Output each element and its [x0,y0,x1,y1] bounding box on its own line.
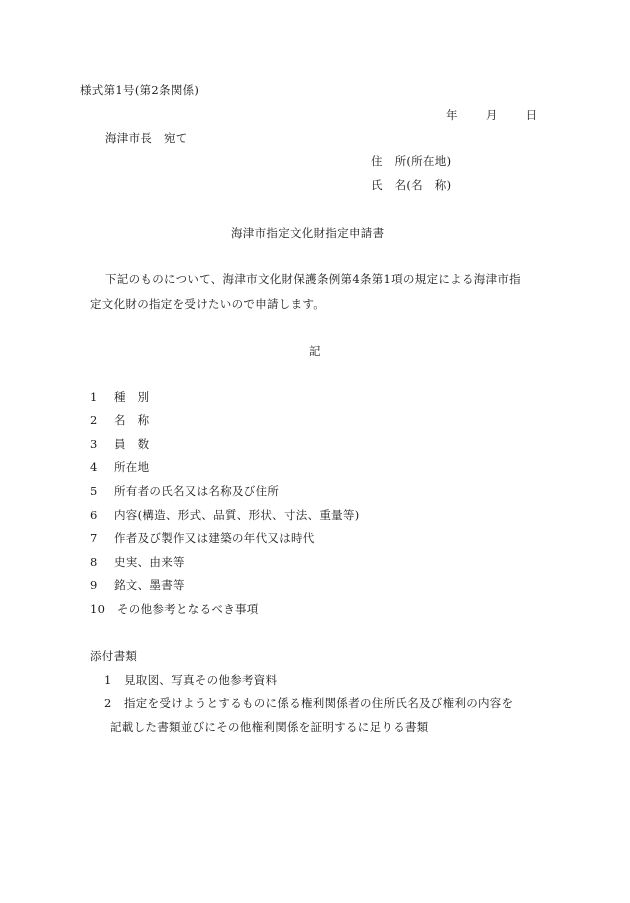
attachment-item [104,672,277,688]
ki-heading: 記 [309,344,321,358]
item-text: 所在地 [114,460,150,474]
attachment-text: 見取図、写真その他参考資料 [124,673,278,687]
list-item [90,577,185,593]
item-text: 種 別 [114,390,150,404]
attachment-number: 1 [104,673,112,687]
attachments-heading: 添付書類 [90,649,138,663]
attachment-item [104,695,513,711]
attachment-text-continuation: 記載した書類並びにその他権利関係を証明するに足りる書類 [110,720,429,734]
list-item [90,436,149,452]
date-day-label: 日 [525,108,538,122]
item-number: 3 [90,437,98,451]
attachment-number: 2 [104,696,112,710]
list-item [90,601,259,617]
item-number: 5 [90,484,98,498]
list-item [90,507,360,523]
item-number: 1 [90,390,98,404]
date-year-label: 年 [446,108,458,122]
date-line [446,107,537,123]
document-title: 海津市指定文化財指定申請書 [231,226,385,240]
list-item [90,412,149,428]
list-item [90,459,149,475]
item-number: 2 [90,413,98,427]
item-text: 史実、由来等 [114,555,185,569]
item-number: 10 [90,602,106,616]
list-item [90,530,315,546]
form-number: 様式第1号(第2条関係) [80,83,200,97]
body-text-line-1: 下記のものについて、海津市文化財保護条例第4条第1項の規定による海津市指 [105,272,521,286]
item-number: 7 [90,531,98,545]
date-month-label: 月 [485,108,498,122]
item-number: 6 [90,508,98,522]
item-text: 所有者の氏名又は名称及び住所 [114,484,280,498]
item-text: その他参考となるべき事項 [117,602,259,616]
list-item [90,483,279,499]
item-number: 4 [90,460,98,474]
item-number: 9 [90,578,98,592]
item-number: 8 [90,555,98,569]
list-item [90,554,185,570]
applicant-address-label: 住 所(所在地) [371,154,452,168]
item-text: 名 称 [114,413,150,427]
addressee: 海津市長 宛て [105,131,188,145]
item-text: 内容(構造、形式、品質、形状、寸法、重量等) [114,508,360,522]
applicant-name-label: 氏 名(名 称) [371,178,452,192]
list-item [90,389,149,405]
item-text: 作者及び製作又は建築の年代又は時代 [114,531,315,545]
item-text: 銘文、墨書等 [114,578,185,592]
item-text: 員 数 [114,437,150,451]
body-text-line-2: 定文化財の指定を受けたいので申請します。 [90,297,326,311]
attachment-text: 指定を受けようとするものに係る権利関係者の住所氏名及び権利の内容を [124,696,514,710]
